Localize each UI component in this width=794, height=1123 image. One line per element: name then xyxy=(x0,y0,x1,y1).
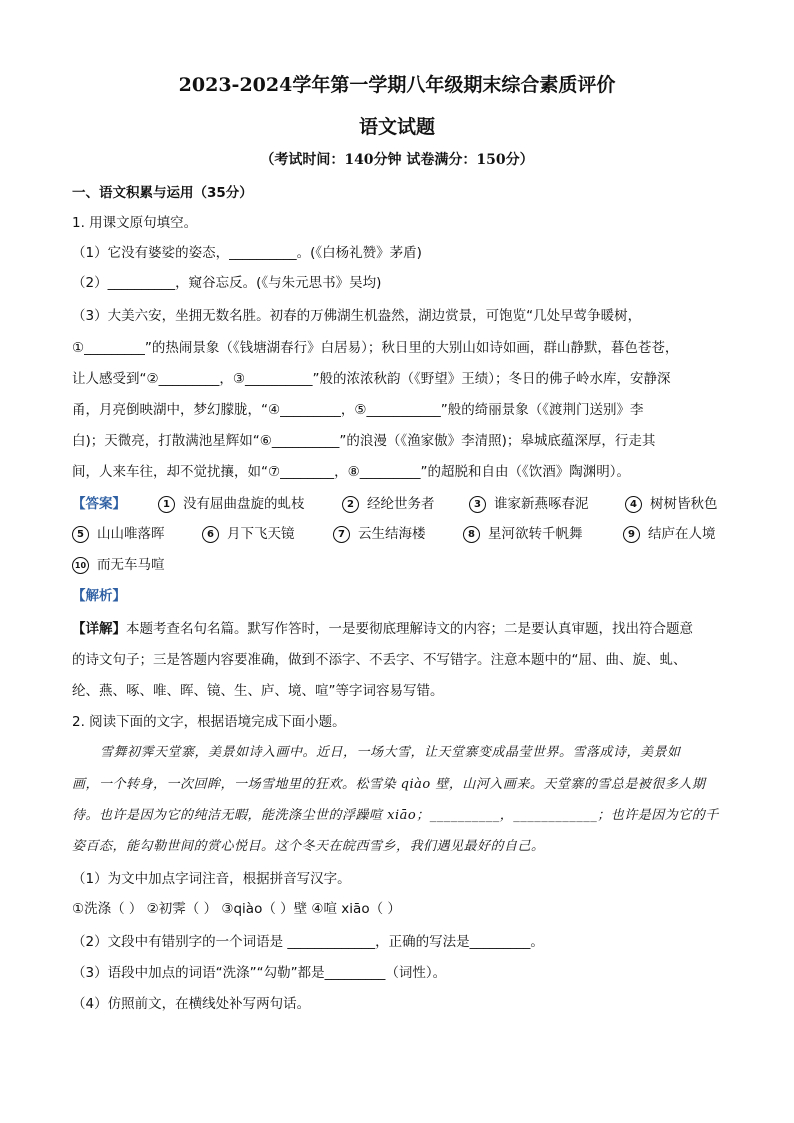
question-1-stem: 1. 用课文原句填空。 xyxy=(72,215,198,231)
question-1-line: （3）大美六安，坐拥无数名胜。初春的万佛湖生机盎然，湖边赏景，可饱览“几处早莺争暖树， xyxy=(72,308,642,324)
question-1-line: 白)；天微亮，打散满池星辉如“⑥__________”的浪漫（《渔家傲》李清照)；皋城底蕴深厚，行走其 xyxy=(72,433,656,449)
question-1-line: 让人感受到“②_________，③__________”般的浓浓秋韵（《野望》王绩）；冬日的佛子岭水库，安静深 xyxy=(72,371,671,387)
page-subtitle: 语文试题 xyxy=(358,116,435,138)
answer-item xyxy=(72,524,165,544)
answer-number: 5 xyxy=(72,526,89,543)
answer-text: 星河欲转千帆舞 xyxy=(488,526,583,542)
passage-line: 雪舞初霁天堂寨，美景如诗入画中。近日，一场大雪，让天堂寨变成晶莹世界。雪落成诗，美景如 xyxy=(100,745,681,760)
detail-line: 纶、燕、啄、唯、晖、镜、生、庐、境、喧”等字词容易写错。 xyxy=(72,683,444,699)
answer-number: 4 xyxy=(625,496,642,513)
answer-number: 2 xyxy=(342,496,359,513)
page-title: 2023-2024学年第一学期八年级期末综合素质评价 xyxy=(178,74,616,96)
answer-item xyxy=(469,494,589,514)
answer-item xyxy=(333,524,426,544)
sub-question: （4）仿照前文，在横线处补写两句话。 xyxy=(72,996,311,1012)
detail-text: 本题考查名句名篇。默写作答时，一是要彻底理解诗文的内容；二是要认真审题，找出符合题意 xyxy=(126,621,693,637)
passage-line: 待。也许是因为它的纯洁无暇，能洗涤尘世的浮躁喧 xiāo；__________，____________；也许是因为它的千 xyxy=(72,808,719,823)
answer-text: 经纶世务者 xyxy=(367,496,435,512)
detail-line: 的诗文句子；三是答题内容要准确，做到不添字、不丢字、不写错字。注意本题中的“屈、曲、旋、虬、 xyxy=(72,652,687,668)
answer-item xyxy=(463,524,583,544)
answer-item xyxy=(623,524,716,544)
answer-number: 3 xyxy=(469,496,486,513)
detail-line xyxy=(72,619,693,639)
answer-item xyxy=(158,494,305,514)
answer-number: 6 xyxy=(202,526,219,543)
passage-line: 画，一个转身，一次回眸，一场雪地里的狂欢。松雪染 qiào 壁，山河入画来。天堂寨的雪总是被很多人期 xyxy=(72,777,706,792)
exam-info: （考试时间：140分钟 试卷满分：150分） xyxy=(260,152,534,168)
answer-text: 月下飞天镜 xyxy=(227,526,295,542)
answer-text: 而无车马喧 xyxy=(97,557,165,573)
question-1-line: 间，人来车往，却不觉扰攘，如“⑦________，⑧_________”的超脱和自由（《饮酒》陶渊明）。 xyxy=(72,464,630,480)
question-1-line: 甬，月亮倒映湖中，梦幻朦胧，“④_________，⑤___________”般的绮丽景象（《渡荆门送别》李 xyxy=(72,402,644,418)
answer-text: 结庐在人境 xyxy=(648,526,716,542)
answer-item xyxy=(342,494,435,514)
answer-number: 7 xyxy=(333,526,350,543)
answer-number: 8 xyxy=(463,526,480,543)
answer-text: 没有屈曲盘旋的虬枝 xyxy=(183,496,305,512)
answer-item xyxy=(202,524,295,544)
question-2-stem: 2. 阅读下面的文字，根据语境完成下面小题。 xyxy=(72,714,346,730)
sub-question: （3）语段中加点的词语“洗涤”“勾勒”都是_________（词性）。 xyxy=(72,965,447,981)
question-1-line: （1）它没有婆娑的姿态，__________。(《白杨礼赞》茅盾) xyxy=(72,245,422,261)
detail-label: 【详解】 xyxy=(72,621,126,637)
answer-number: 1 xyxy=(158,496,175,513)
sub-question: （2）文段中有错别字的一个词语是 _____________，正确的写法是_________。 xyxy=(72,934,544,950)
question-1-line: ①_________”的热闹景象（《钱塘湖春行》白居易）；秋日里的大别山如诗如画，群山静默，暮色苍苍， xyxy=(72,340,679,356)
answer-text: 树树皆秋色 xyxy=(650,496,718,512)
passage-line: 姿百态，能勾勒世间的赏心悦目。这个冬天在皖西雪乡，我们遇见最好的自己。 xyxy=(72,839,545,854)
analysis-label: 【解析】 xyxy=(72,588,126,604)
answer-number: 10 xyxy=(72,557,89,574)
answer-item xyxy=(625,494,718,514)
answer-text: 云生结海楼 xyxy=(358,526,426,542)
question-1-line: （2）__________，窥谷忘反。(《与朱元思书》吴均) xyxy=(72,275,382,291)
sub-question: ①洗涤（ ） ②初霁（ ） ③qiào（ ）壁 ④喧 xiāo（ ） xyxy=(72,901,401,917)
answer-text: 谁家新燕啄春泥 xyxy=(494,496,589,512)
answer-number: 9 xyxy=(623,526,640,543)
answer-label: 【答案】 xyxy=(72,496,126,512)
answer-text: 山山唯落晖 xyxy=(97,526,165,542)
sub-question: （1）为文中加点字词注音，根据拼音写汉字。 xyxy=(72,871,351,887)
section-heading: 一、语文积累与运用（35分） xyxy=(72,185,253,201)
answer-item xyxy=(72,555,165,575)
